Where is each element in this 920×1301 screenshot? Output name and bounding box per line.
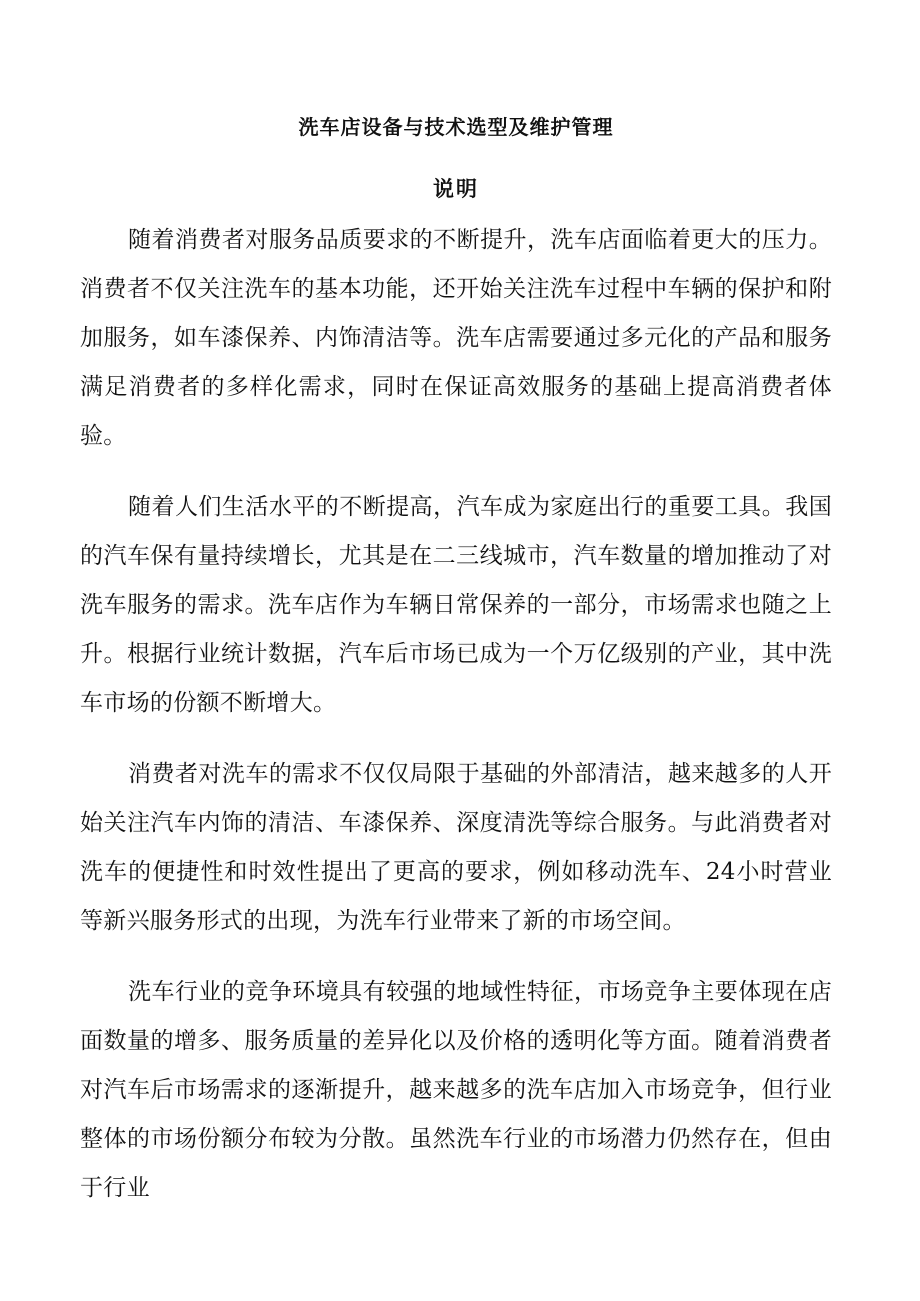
document-body: [80, 216, 832, 1213]
document-title: 洗车店设备与技术选型及维护管理: [298, 115, 614, 139]
paragraph-1: 随着消费者对服务品质要求的不断提升，洗车店面临着更大的压力。消费者不仅关注洗车的基本功能，还开始关注洗车过程中车辆的保护和附加服务，如车漆保养、内饰清洁等。洗车店需要通过多元化的产品和服务满足消费者的多样化需求，同时在保证高效服务的基础上提高消费者体验。: [80, 227, 832, 449]
paragraph-3: 消费者对洗车的需求不仅仅局限于基础的外部清洁，越来越多的人开始关注汽车内饰的清洁、车漆保养、深度清洗等综合服务。与此消费者对洗车的便捷性和时效性提出了更高的要求，例如移动洗车、24小时营业等新兴服务形式的出现，为洗车行业带来了新的市场空间。: [80, 761, 832, 934]
paragraph-4: 洗车行业的竞争环境具有较强的地域性特征，市场竞争主要体现在店面数量的增多、服务质量的差异化以及价格的透明化等方面。随着消费者对汽车后市场需求的逐渐提升，越来越多的洗车店加入市场竞争，但行业整体的市场份额分布较为分散。虽然洗车行业的市场潜力仍然存在，但由于行业: [80, 979, 832, 1201]
section-heading: 说明: [433, 176, 479, 201]
paragraph-2: 随着人们生活水平的不断提高，汽车成为家庭出行的重要工具。我国的汽车保有量持续增长，尤其是在二三线城市，汽车数量的增加推动了对洗车服务的需求。洗车店作为车辆日常保养的一部分，市场需求也随之上升。根据行业统计数据，汽车后市场已成为一个万亿级别的产业，其中洗车市场的份额不断增大。: [80, 494, 832, 716]
